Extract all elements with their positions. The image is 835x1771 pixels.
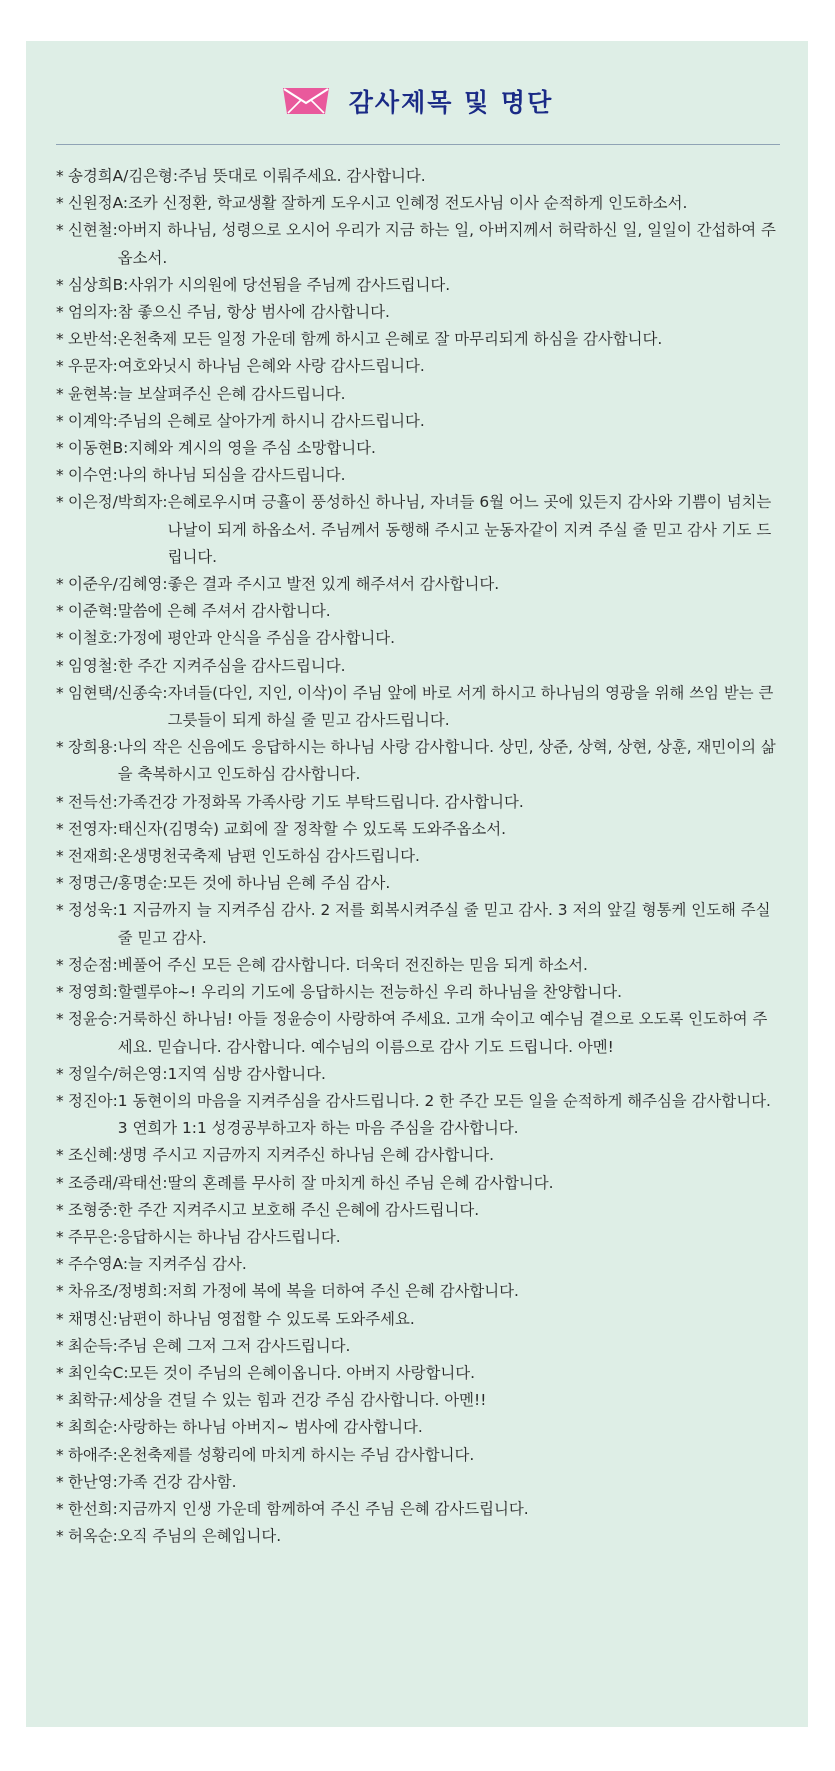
entry-text: 온천축제를 성황리에 마치게 하시는 주님 감사합니다. (117, 1445, 475, 1464)
entry-name: 이수연: (68, 466, 118, 485)
list-item (56, 1496, 781, 1523)
entry-name: 이철호: (68, 629, 118, 648)
entry-name: 정윤승: (68, 1010, 118, 1029)
entry-text: 여호와닛시 하나님 은혜와 사랑 감사드립니다. (117, 357, 425, 376)
entry-text: 사위가 시의원에 당선됨을 주님께 감사드립니다. (128, 275, 451, 294)
list-item (56, 1360, 781, 1387)
list-item (56, 1224, 781, 1251)
entry-text: 지금까지 인생 가운데 함께하여 주신 주님 은혜 감사드립니다. (117, 1499, 529, 1518)
bullet-star: * (56, 1499, 64, 1518)
list-item (56, 353, 781, 380)
entry-text: 1 지금까지 늘 지켜주심 감사. 2 저를 회복시켜주실 줄 믿고 감사. 3 저의 앞길 형통케 인도해 주실 줄 믿고 감사. (117, 901, 771, 947)
list-item (56, 789, 781, 816)
entry-text: 지혜와 계시의 영을 주심 소망합니다. (128, 439, 376, 458)
list-item (56, 435, 781, 462)
entry-name: 최인숙C: (68, 1363, 129, 1382)
entry-text: 주님 뜻대로 이뤄주세요. 감사합니다. (178, 167, 426, 185)
entry-name: 조증래/곽태선: (68, 1173, 168, 1192)
bullet-star: * (56, 1200, 64, 1219)
entry-name: 하애주: (68, 1445, 118, 1464)
bullet-star: * (56, 167, 64, 185)
list-item (56, 462, 781, 489)
bullet-star: * (56, 901, 64, 920)
entry-name: 최희순: (68, 1418, 118, 1437)
entry-text: 응답하시는 하나님 감사드립니다. (117, 1227, 341, 1246)
entry-text: 온생명천국축제 남편 인도하심 감사드립니다. (117, 847, 420, 866)
bullet-star: * (56, 819, 64, 838)
entry-name: 정일수/허은영: (68, 1064, 168, 1083)
entry-text: 1 동현이의 마음을 지켜주심을 감사드립니다. 2 한 주간 모든 일을 순적하게 해주심을 감사합니다. 3 연희가 1:1 성경공부하고자 하는 마음 주심을 감사합니다. (117, 1091, 771, 1138)
entry-text: 온천축제 모든 일정 가운데 함께 하시고 은혜로 잘 마무리되게 하심을 감사합니다. (117, 330, 663, 349)
list-item (56, 272, 781, 299)
list-item (56, 870, 781, 897)
bullet-star: * (56, 1146, 64, 1165)
entry-text: 가정에 평안과 안식을 주심을 감사합니다. (117, 629, 396, 648)
bullet-star: * (56, 575, 64, 594)
entry-text: 아버지 하나님, 성령으로 오시어 우리가 지금 하는 일, 아버지께서 허락하신 일, 일일이 간섭하여 주옵소서. (117, 221, 776, 267)
bullet-star: * (56, 847, 64, 866)
list-item (56, 1142, 781, 1169)
entry-name: 정명근/홍명순: (68, 874, 168, 893)
list-item (56, 1414, 781, 1441)
entry-text: 참 좋으신 주님, 항상 범사에 감사합니다. (117, 303, 390, 322)
entry-name: 신원정A: (68, 194, 129, 213)
list-item (56, 571, 781, 598)
entry-name: 윤현복: (68, 384, 118, 403)
list-item (56, 979, 781, 1006)
list-item (56, 299, 781, 326)
list-item (56, 1006, 781, 1060)
entry-name: 전재희: (68, 847, 118, 866)
bullet-star: * (56, 1173, 64, 1192)
list-item (56, 653, 781, 680)
list-item (56, 1333, 781, 1360)
thanksgiving-panel (26, 41, 808, 1727)
entry-name: 신현철: (68, 221, 118, 240)
entry-name: 주무은: (68, 1227, 118, 1246)
entry-name: 조형중: (68, 1200, 118, 1219)
entry-text: 나의 하나님 되심을 감사드립니다. (117, 466, 346, 485)
entry-text: 주님 은혜 그저 그저 감사드립니다. (117, 1336, 351, 1355)
list-item (56, 734, 781, 788)
bullet-star: * (56, 357, 64, 376)
bullet-star: * (56, 1472, 64, 1491)
entry-text: 모든 것이 주님의 은혜이옵니다. 아버지 사랑합니다. (128, 1363, 476, 1382)
entry-text: 할렐루야~! 우리의 기도에 응답하시는 전능하신 우리 하나님을 찬양합니다. (117, 983, 623, 1002)
entry-text: 조카 신정환, 학교생활 잘하게 도우시고 인혜정 전도사님 이사 순적하게 인도하소서. (128, 194, 688, 213)
bullet-star: * (56, 683, 64, 702)
bullet-star: * (56, 1091, 64, 1110)
envelope-icon (281, 84, 331, 118)
entry-name: 이계악: (68, 411, 118, 430)
list-item (56, 625, 781, 652)
bullet-star: * (56, 384, 64, 403)
bullet-star: * (56, 275, 64, 294)
entry-text: 늘 보살펴주신 은혜 감사드립니다. (117, 384, 346, 403)
bullet-star: * (56, 330, 64, 349)
bullet-star: * (56, 1391, 64, 1410)
entry-text: 남편이 하나님 영접할 수 있도록 도와주세요. (117, 1309, 415, 1328)
bullet-star: * (56, 1363, 64, 1382)
entry-text: 1지역 심방 감사합니다. (167, 1064, 326, 1083)
list-item (56, 1278, 781, 1305)
list-item (56, 489, 781, 571)
bullet-star: * (56, 1445, 64, 1464)
entry-text: 자녀들(다인, 지인, 이삭)이 주님 앞에 바로 서게 하시고 하나님의 영광을 위해 쓰임 받는 큰 그릇들이 되게 하실 줄 믿고 감사드립니다. (167, 683, 774, 730)
bullet-star: * (56, 466, 64, 485)
list-item (56, 1306, 781, 1333)
entry-text: 사랑하는 하나님 아버지~ 범사에 감사합니다. (117, 1418, 423, 1437)
entry-text: 세상을 견딜 수 있는 힘과 건강 주심 감사합니다. 아멘!! (117, 1391, 487, 1410)
bullet-star: * (56, 303, 64, 322)
entry-name: 엄의자: (68, 303, 118, 322)
list-item (56, 897, 781, 951)
bullet-star: * (56, 1255, 64, 1274)
list-item (56, 1442, 781, 1469)
entry-text: 나의 작은 신음에도 응답하시는 하나님 사랑 감사합니다. 상민, 상준, 상혁, 상현, 상훈, 재민이의 삶을 축복하시고 인도하심 감사합니다. (117, 738, 776, 784)
bullet-star: * (56, 1418, 64, 1437)
entry-name: 전영자: (68, 819, 118, 838)
entry-name: 임현택/신종숙: (68, 683, 168, 702)
entry-text: 한 주간 지켜주심을 감사드립니다. (117, 656, 346, 675)
bullet-star: * (56, 738, 64, 757)
bullet-star: * (56, 955, 64, 974)
list-item (56, 163, 781, 190)
list-item (56, 190, 781, 217)
entry-text: 오직 주님의 은혜입니다. (117, 1527, 282, 1546)
entry-text: 태신자(김명숙) 교회에 잘 정착할 수 있도록 도와주옵소서. (117, 819, 507, 838)
list-item (56, 1197, 781, 1224)
bullet-star: * (56, 602, 64, 621)
entry-name: 최학규: (68, 1391, 118, 1410)
entry-text: 주님의 은혜로 살아가게 하시니 감사드립니다. (117, 411, 425, 430)
header (26, 81, 808, 121)
entry-name: 조신혜: (68, 1146, 118, 1165)
bullet-star: * (56, 194, 64, 213)
bullet-star: * (56, 1309, 64, 1328)
list-item (56, 408, 781, 435)
list-item (56, 217, 781, 271)
list-item (56, 1469, 781, 1496)
entry-text: 딸의 혼례를 무사히 잘 마치게 하신 주님 은혜 감사합니다. (167, 1173, 554, 1192)
entry-name: 주수영A: (68, 1255, 129, 1274)
list-item (56, 952, 781, 979)
list-item (56, 1088, 781, 1142)
list-item (56, 1387, 781, 1414)
list-item (56, 381, 781, 408)
bullet-star: * (56, 221, 64, 240)
entry-text: 저희 가정에 복에 복을 더하여 주신 은혜 감사합니다. (167, 1282, 519, 1301)
entry-text: 은혜로우시며 긍휼이 풍성하신 하나님, 자녀들 6월 어느 곳에 있든지 감사와 기쁨이 넘치는 나날이 되게 하옵소서. 주님께서 동행해 주시고 눈동자같이 지켜 주실 줄 믿고 감사 기도 드립니다. (167, 493, 772, 566)
entry-name: 전득선: (68, 792, 118, 811)
list-item (56, 816, 781, 843)
entry-name: 정영희: (68, 983, 118, 1002)
entry-name: 이준우/김혜영: (68, 575, 168, 594)
entry-name: 정성욱: (68, 901, 118, 920)
entry-text: 가족건강 가정화목 가족사랑 기도 부탁드립니다. 감사합니다. (117, 792, 524, 811)
bullet-star: * (56, 629, 64, 648)
page-title: 감사제목 및 명단 (348, 88, 554, 117)
entry-text: 좋은 결과 주시고 발전 있게 해주셔서 감사합니다. (167, 575, 500, 594)
list-item (56, 598, 781, 625)
list-item (56, 1061, 781, 1088)
entry-name: 심상희B: (68, 275, 129, 294)
entry-text: 생명 주시고 지금까지 지켜주신 하나님 은혜 감사합니다. (117, 1146, 494, 1165)
entry-text: 베풀어 주신 모든 은혜 감사합니다. 더욱더 전진하는 믿음 되게 하소서. (117, 955, 588, 974)
bullet-star: * (56, 1010, 64, 1029)
entry-name: 임영철: (68, 656, 118, 675)
list-item (56, 1170, 781, 1197)
bullet-star: * (56, 1282, 64, 1301)
entry-text: 거룩하신 하나님! 아들 정윤승이 사랑하여 주세요. 고개 숙이고 예수님 곁으로 오도록 인도하여 주세요. 믿습니다. 감사합니다. 예수님의 이름으로 감사 기도 드립니다. 아멘! (117, 1010, 768, 1056)
divider (56, 144, 780, 145)
bullet-star: * (56, 1227, 64, 1246)
list-item (56, 1523, 781, 1550)
entry-name: 한난영: (68, 1472, 118, 1491)
list-item (56, 326, 781, 353)
entry-name: 이준혁: (68, 602, 118, 621)
list-item (56, 680, 781, 734)
bullet-star: * (56, 439, 64, 458)
entry-name: 송경희A/김은형: (68, 167, 179, 185)
entry-text: 모든 것에 하나님 은혜 주심 감사. (167, 874, 391, 893)
bullet-star: * (56, 493, 64, 512)
bullet-star: * (56, 1336, 64, 1355)
list-item (56, 843, 781, 870)
entry-text: 가족 건강 감사함. (117, 1472, 237, 1491)
entry-text: 말씀에 은혜 주셔서 감사합니다. (117, 602, 331, 621)
entry-name: 한선희: (68, 1499, 118, 1518)
entry-text: 늘 지켜주심 감사. (128, 1255, 247, 1274)
entry-name: 우문자: (68, 357, 118, 376)
entry-name: 장희용: (68, 738, 118, 757)
entry-name: 정순점: (68, 955, 118, 974)
bullet-star: * (56, 792, 64, 811)
entry-name: 이동현B: (68, 439, 129, 458)
entry-name: 오반석: (68, 330, 118, 349)
entry-text: 한 주간 지켜주시고 보호해 주신 은혜에 감사드립니다. (117, 1200, 480, 1219)
list-item (56, 1251, 781, 1278)
entry-name: 채명신: (68, 1309, 118, 1328)
bullet-star: * (56, 1064, 64, 1083)
entry-name: 최순득: (68, 1336, 118, 1355)
entry-name: 허옥순: (68, 1527, 118, 1546)
entry-name: 차유조/정병희: (68, 1282, 168, 1301)
entry-name: 정진아: (68, 1091, 118, 1110)
bullet-star: * (56, 983, 64, 1002)
bullet-star: * (56, 411, 64, 430)
thanks-list (56, 163, 781, 1550)
bullet-star: * (56, 656, 64, 675)
entry-name: 이은정/박희자: (68, 493, 168, 512)
bullet-star: * (56, 1527, 64, 1546)
bullet-star: * (56, 874, 64, 893)
